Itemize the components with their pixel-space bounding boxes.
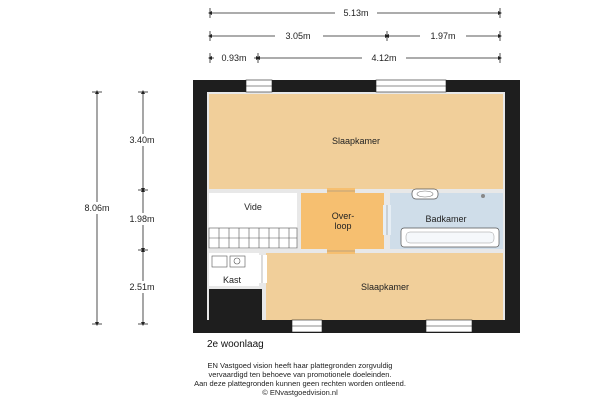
dim-width-large: 4.12m: [371, 53, 397, 63]
dim-total-width: 5.13m: [343, 8, 369, 18]
toilet-icon: [412, 189, 438, 199]
room-label-landing-1: Over-: [331, 211, 355, 221]
dim-width-small: 0.93m: [221, 53, 247, 63]
floor-level-label: 2e woonlaag: [207, 339, 264, 350]
faucet-icon: [481, 194, 485, 198]
dim-total-depth: 8.06m: [84, 203, 110, 213]
disclaimer-line-1: EN Vastgoed vision heeft haar plattegronden zorgvuldig: [207, 361, 393, 370]
dim-width-right: 1.97m: [430, 31, 456, 41]
dim-depth-bottom: 2.51m: [129, 282, 155, 292]
dim-depth-top: 3.40m: [129, 135, 155, 145]
disclaimer-line-3: Aan deze plattegronden kunnen geen rechten worden ontleend.: [194, 379, 406, 388]
room-label-vide: Vide: [244, 202, 262, 212]
room-label-bedroom-top: Slaapkamer: [331, 136, 381, 146]
room-label-bathroom: Badkamer: [425, 214, 467, 224]
room-label-bedroom-bottom: Slaapkamer: [360, 282, 410, 292]
dim-width-left: 3.05m: [285, 31, 311, 41]
dim-depth-middle: 1.98m: [129, 214, 155, 224]
room-label-landing-2: loop: [334, 221, 352, 231]
disclaimer-line-4: © ENvastgoedvision.nl: [262, 388, 338, 397]
disclaimer-line-2: vervaardigd ten behoeve van promotionele doeleinden.: [208, 370, 392, 379]
room-label-closet: Kast: [222, 275, 242, 285]
disclaimer: [150, 361, 450, 397]
